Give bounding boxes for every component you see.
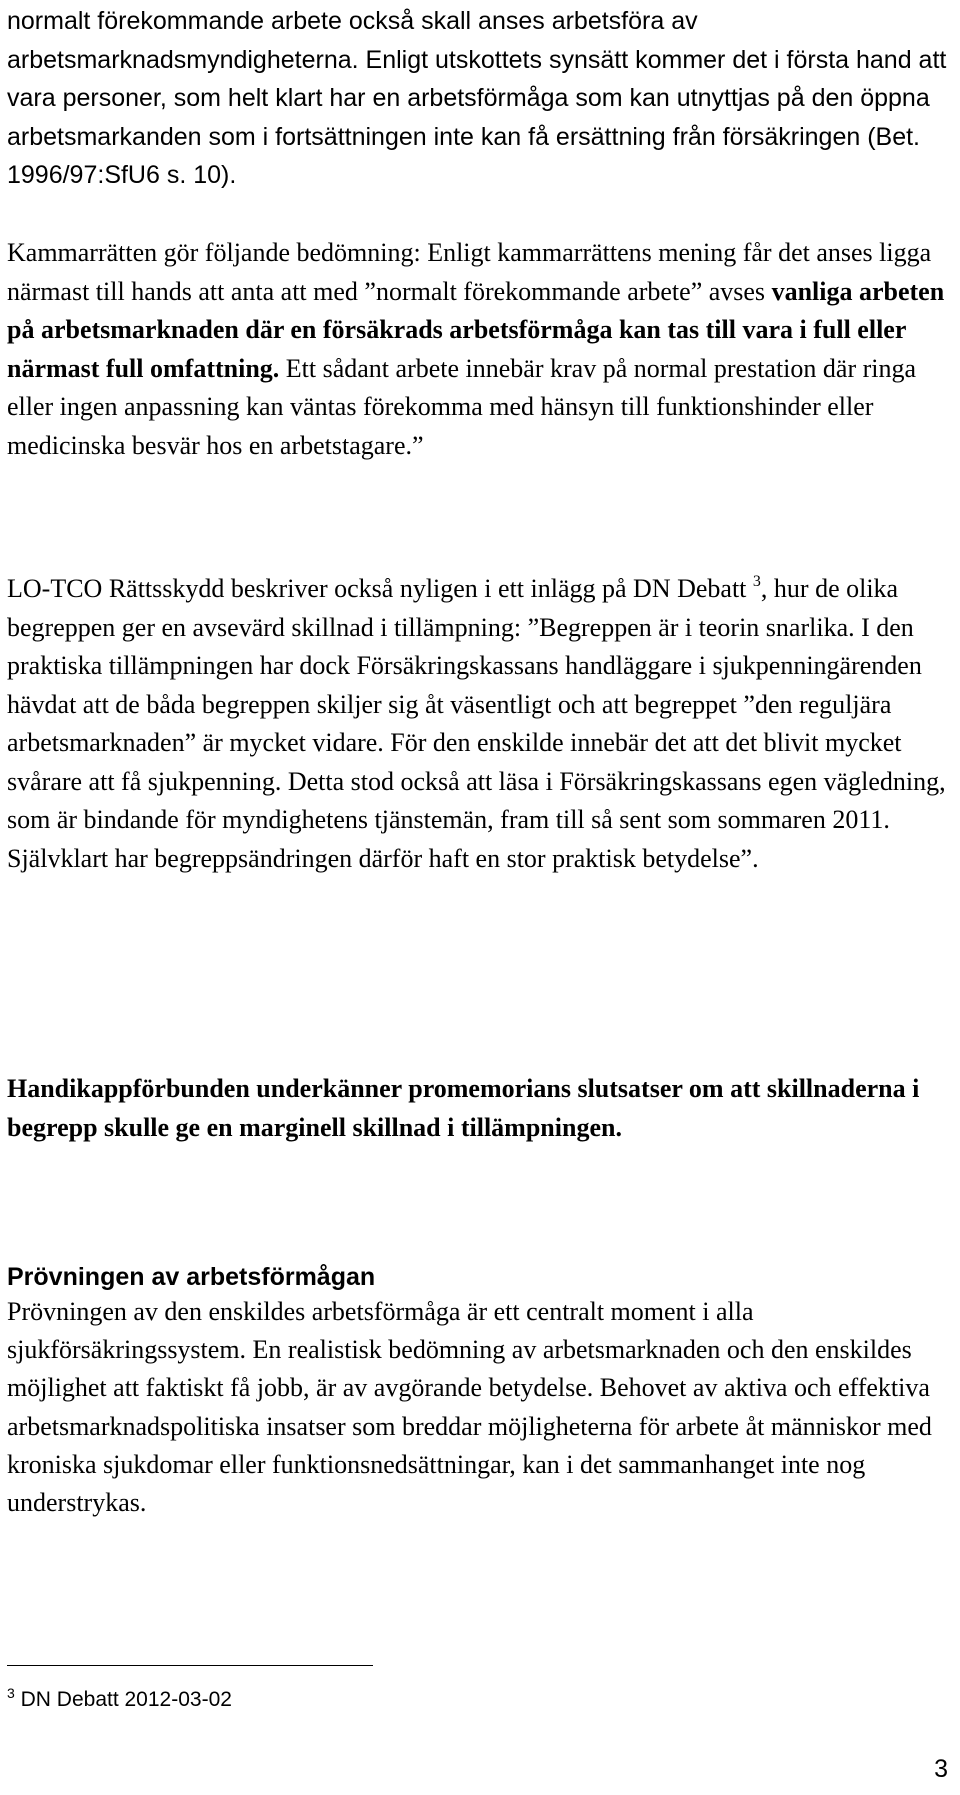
footnote-marker: 3 bbox=[7, 1685, 15, 1701]
paragraph-text: Ett sådant arbete innebär krav på normal prestation där ringa eller ingen anpassning kan väntas förekomma med hänsyn till funktionshinder eller medicinska besvär hos en arbetstagare.” bbox=[7, 353, 917, 460]
paragraph-work-capacity bbox=[7, 1293, 952, 1522]
paragraph-text: normalt förekommande arbete också skall anses arbetsföra av arbetsmarknadsmyndigheterna. Enligt utskottets synsätt kommer det i första hand att vara personer, som helt klart har en arbetsförmåga som kan utnyttjas på den öppna arbetsmarkanden som i fortsättningen inte kan få ersättning från försäkringen (Bet. 1996/97:SfU6 s. 10). bbox=[7, 7, 947, 189]
footnote bbox=[7, 1687, 232, 1713]
footnote-text: DN Debatt 2012-03-02 bbox=[14, 1688, 232, 1711]
footnote-divider bbox=[7, 1665, 373, 1666]
paragraph-quote-continuation bbox=[7, 2, 952, 195]
paragraph-text: Handikappförbunden underkänner promemorians slutsatser om att skillnaderna i begrepp skulle ge en marginell skillnad i tillämpningen. bbox=[7, 1074, 920, 1142]
paragraph-text: , hur de olika begreppen ger en avsevärd skillnad i tillämpning: ”Begreppen är i teorin snarlika. I den praktiska tillämpningen har dock Försäkringskassans handläggare i sjukpenningärenden hävdat att de båda begreppen skiljer sig åt väsentligt och att begreppet ”den reguljära arbetsmarknaden” är mycket vidare. För den enskilde innebär det att det blivit mycket svårare att få sjukpenning. Detta stod också att läsa i Försäkringskassans egen vägledning, som är bindande för myndighetens tjänstemän, fram till så sent som sommaren 2011. Självklart har begreppsändringen därför haft en stor praktisk betydelse”. bbox=[7, 574, 946, 873]
page-number: 3 bbox=[934, 1755, 948, 1783]
footnote-reference[interactable]: 3 bbox=[752, 573, 761, 590]
paragraph-court-assessment bbox=[7, 234, 952, 465]
paragraph-text: Kammarrätten gör följande bedömning: Enligt kammarrättens mening får det anses ligga närmast till hands att anta att med ”normalt förekommande arbete” avses bbox=[7, 238, 932, 306]
paragraph-conclusion bbox=[7, 1070, 952, 1147]
emphasized-text: vanliga arbeten på arbetsmarknaden där en försäkrads arbetsförmåga kan tas till vara i full eller närmast full omfattning. bbox=[7, 276, 945, 383]
paragraph-text: LO-TCO Rättsskydd beskriver också nyligen i ett inlägg på DN Debatt bbox=[7, 574, 753, 603]
paragraph-text: Prövningen av den enskildes arbetsförmåga är ett centralt moment i alla sjukförsäkringssystem. En realistisk bedömning av arbetsmarknaden och den enskildes möjlighet att faktiskt få jobb, är av avgörande betydelse. Behovet av aktiva och effektiva arbetsmarknadspolitiska insatser som breddar möjligheterna för arbete åt människor med kroniska sjukdomar eller funktionsnedsättningar, kan i det sammanhanget inte nog understrykas. bbox=[7, 1297, 932, 1518]
section-heading: Prövningen av arbetsförmågan bbox=[7, 1263, 376, 1291]
paragraph-lo-tco bbox=[7, 570, 952, 878]
